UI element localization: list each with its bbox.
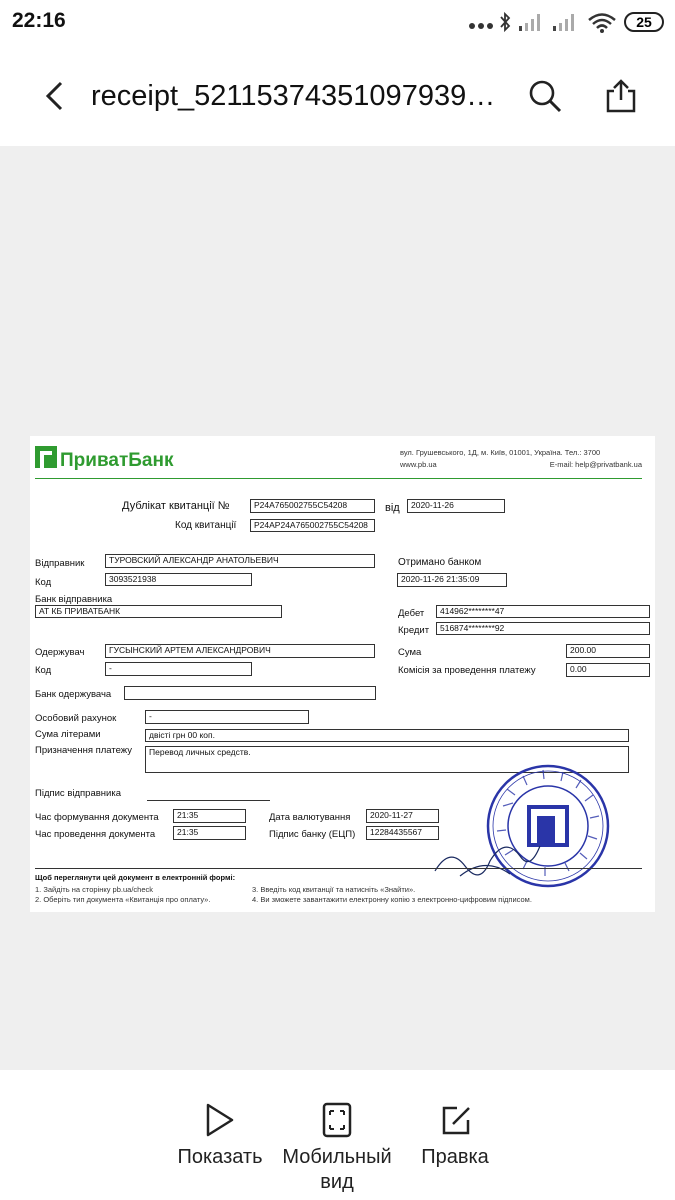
back-arrow-icon[interactable] bbox=[40, 80, 70, 112]
bottom-toolbar bbox=[0, 1070, 675, 1200]
sender-value: ТУРОВСКИЙ АЛЕКСАНДР АНАТОЛЬЕВИЧ bbox=[105, 554, 375, 568]
purpose-label: Призначення платежу bbox=[35, 745, 132, 756]
handwritten-signature bbox=[430, 816, 550, 886]
sum-label: Сума bbox=[398, 647, 422, 658]
doc-formed-value: 21:35 bbox=[173, 809, 246, 823]
play-icon bbox=[203, 1102, 237, 1138]
footer-step-3: 3. Введіть код квитанції та натисніть «Знайти». bbox=[252, 885, 416, 894]
signal-icon-2 bbox=[552, 12, 578, 32]
recipient-value: ГУСЫНСКИЙ АРТЕМ АЛЕКСАНДРОВИЧ bbox=[105, 644, 375, 658]
from-date: 2020-11-26 bbox=[407, 499, 505, 513]
bank-signature-label: Підпис банку (ЕЦП) bbox=[269, 829, 356, 840]
recipient-bank-label: Банк одержувача bbox=[35, 689, 112, 700]
sender-signature-line bbox=[147, 800, 270, 801]
sender-signature-label: Підпис відправника bbox=[35, 788, 121, 799]
mobile-view-label-1: Мобильный bbox=[282, 1146, 392, 1168]
debit-value: 414962********47 bbox=[436, 605, 650, 618]
personal-account-label: Особовий рахунок bbox=[35, 713, 117, 724]
credit-label: Кредит bbox=[398, 625, 430, 636]
doc-formed-label: Час формування документа bbox=[35, 812, 159, 823]
duplicate-value: P24A765002755C54208 bbox=[250, 499, 375, 513]
privatbank-logo-icon bbox=[35, 446, 57, 468]
sender-code-label: Код bbox=[35, 577, 52, 588]
from-label: від bbox=[385, 502, 400, 514]
show-button[interactable] bbox=[170, 1100, 270, 1196]
code-value: P24AP24A765002755C54208 bbox=[250, 519, 375, 532]
mobile-view-label-2: вид bbox=[320, 1171, 354, 1193]
debit-label: Дебет bbox=[398, 608, 425, 619]
edit-icon bbox=[439, 1102, 473, 1138]
footer-divider bbox=[35, 868, 642, 869]
status-bar bbox=[0, 0, 675, 45]
recipient-bank-value bbox=[124, 686, 376, 700]
received-label: Отримано банком bbox=[398, 557, 482, 568]
wifi-icon bbox=[587, 12, 617, 34]
recipient-code-label: Код bbox=[35, 665, 52, 676]
sender-label: Відправник bbox=[35, 558, 85, 569]
sum-value: 200.00 bbox=[566, 644, 650, 658]
duplicate-label: Дублікат квитанції № bbox=[122, 500, 230, 512]
commission-value: 0.00 bbox=[566, 663, 650, 677]
sum-words-label: Сума літерами bbox=[35, 729, 101, 740]
bank-signature-value: 12284435567 bbox=[366, 826, 439, 840]
doc-processed-value: 21:35 bbox=[173, 826, 246, 840]
bank-address: вул. Грушевського, 1Д, м. Київ, 01001, Україна. Тел.: 3700 bbox=[400, 448, 601, 457]
share-icon[interactable] bbox=[604, 78, 638, 114]
fullscreen-icon bbox=[321, 1102, 353, 1138]
footer-step-4: 4. Ви зможете завантажити електронну копію з електронно-цифровим підписом. bbox=[252, 895, 532, 904]
edit-button[interactable] bbox=[405, 1100, 505, 1196]
footer-step-2: 2. Оберіть тип документа «Квитанція про оплату». bbox=[35, 895, 211, 904]
received-value: 2020-11-26 21:35:09 bbox=[397, 573, 507, 587]
recipient-code-value: - bbox=[105, 662, 252, 676]
show-label: Показать bbox=[177, 1146, 263, 1168]
recipient-label: Одержувач bbox=[35, 647, 85, 658]
sender-bank-value: АТ КБ ПРИВАТБАНК bbox=[35, 605, 282, 618]
credit-value: 516874********92 bbox=[436, 622, 650, 635]
footer-step-1: 1. Зайдіть на сторінку pb.ua/check bbox=[35, 885, 153, 894]
file-title: receipt_52115374351097939… bbox=[91, 80, 496, 112]
bluetooth-icon bbox=[498, 11, 512, 33]
value-date-value: 2020-11-27 bbox=[366, 809, 439, 823]
value-date-label: Дата валютування bbox=[269, 812, 351, 823]
sender-code-value: 3093521938 bbox=[105, 573, 252, 586]
purpose-value: Перевод личных средств. bbox=[145, 746, 629, 773]
bank-website: www.pb.ua bbox=[400, 460, 437, 469]
code-label: Код квитанції bbox=[175, 520, 237, 531]
receipt-document bbox=[30, 436, 655, 912]
header-divider bbox=[35, 478, 642, 479]
privatbank-logo-text: ПриватБанк bbox=[60, 450, 174, 471]
status-time: 22:16 bbox=[12, 9, 66, 32]
doc-processed-label: Час проведення документа bbox=[35, 829, 156, 840]
more-dots-icon bbox=[469, 23, 494, 29]
sender-bank-label: Банк відправника bbox=[35, 594, 113, 605]
battery-indicator: 25 bbox=[624, 12, 664, 32]
search-icon[interactable] bbox=[528, 79, 564, 115]
personal-account-value: - bbox=[145, 710, 309, 724]
footer-title: Щоб переглянути цей документ в електронній формі: bbox=[35, 873, 236, 882]
signal-icon-1 bbox=[518, 12, 544, 32]
bank-email: E-mail: help@privatbank.ua bbox=[549, 460, 642, 469]
edit-label: Правка bbox=[421, 1146, 489, 1168]
sum-words-value: двісті грн 00 коп. bbox=[145, 729, 629, 742]
mobile-view-button[interactable] bbox=[275, 1100, 399, 1196]
commission-label: Комісія за проведення платежу bbox=[398, 665, 536, 676]
